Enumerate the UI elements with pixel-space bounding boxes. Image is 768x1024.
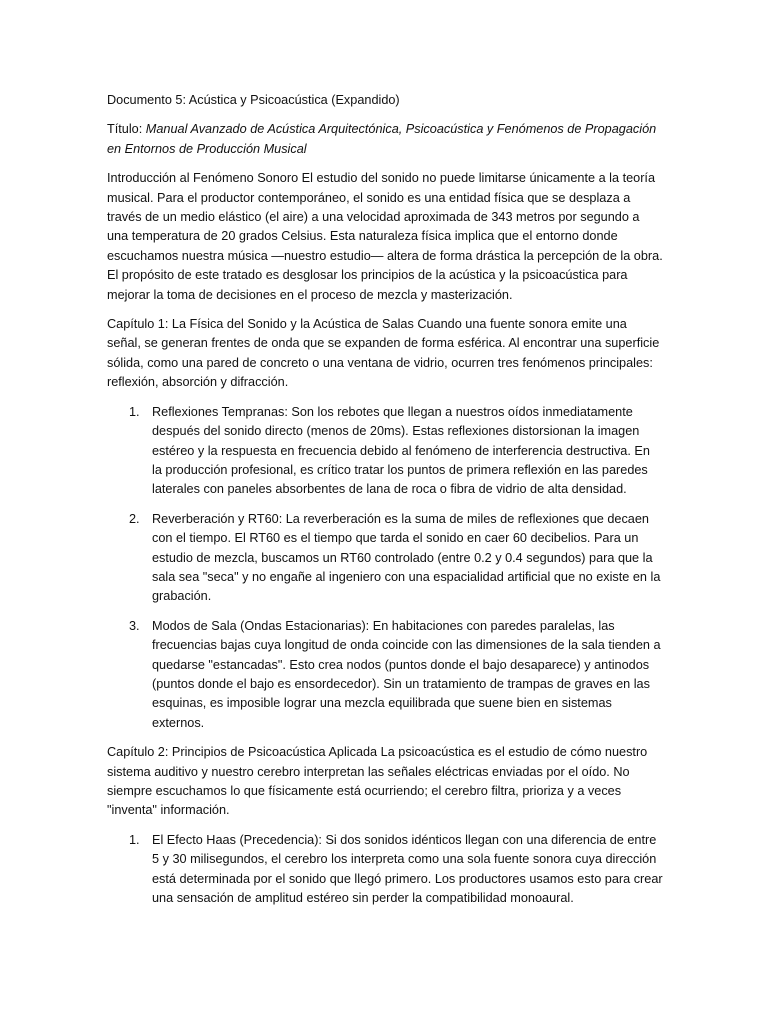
list-item-text: Reverberación y RT60: La reverberación es la suma de miles de reflexiones que decaen con el tiempo. El RT60 es el tiempo que tarda el sonido en caer 60 decibelios. Para un estudio de mezcla, buscamos un RT60 controlado (entre 0.2 y 0.4 segundos) para que la sala sea "seca" y no engañe al ingeniero con una espacialidad artificial que no existe en la grabación. <box>152 511 661 604</box>
chapter-1-list <box>107 403 663 734</box>
list-item <box>107 403 663 500</box>
list-item-number: 1. <box>129 404 140 419</box>
title-label: Título: <box>107 122 143 137</box>
intro-paragraph: Introducción al Fenómeno Sonoro El estudio del sonido no puede limitarse únicamente a la teoría musical. Para el productor contemporáneo, el sonido es una entidad física que se desplaza a través de un medio elástico (el aire) a una velocidad aproximada de 343 metros por segundo a una temperatura de 20 grados Celsius. Esta naturaleza física implica que el entorno donde escuchamos nuestra música —nuestro estudio— altera de forma drástica la percepción de la obra. El propósito de este tratado es desglosar los principios de la acústica y la psicoacústica para mejorar la toma de decisiones en el proceso de mezcla y masterización. <box>107 171 663 302</box>
list-item-number: 1. <box>129 832 140 847</box>
list-item <box>107 831 663 909</box>
list-item <box>107 617 663 733</box>
list-item-text: Modos de Sala (Ondas Estacionarias): En habitaciones con paredes paralelas, las frecuencias bajas cuya longitud de onda coincide con las dimensiones de la sala tienden a quedarse "estancadas". Esto crea nodos (puntos donde el bajo desaparece) y antinodos (puntos donde el bajo es ensordecedor). Sin un tratamiento de trampas de graves en las esquinas, es imposible lograr una mezcla equilibrada que suene bien en sistemas externos. <box>152 618 661 730</box>
document-page <box>107 91 663 918</box>
list-item-number: 3. <box>129 618 140 633</box>
list-item-text: El Efecto Haas (Precedencia): Si dos sonidos idénticos llegan con una diferencia de entre 5 y 30 milisegundos, el cerebro los interpreta como una sola fuente sonora cuya dirección está determinada por el sonido que llegó primero. Los productores usamos esto para crear una sensación de amplitud estéreo sin perder la compatibilidad monoaural. <box>152 832 663 906</box>
title-text: Manual Avanzado de Acústica Arquitectónica, Psicoacústica y Fenómenos de Propagación en Entornos de Producción Musical <box>107 122 657 156</box>
list-item-number: 2. <box>129 511 140 526</box>
list-item-text: Reflexiones Tempranas: Son los rebotes que llegan a nuestros oídos inmediatamente después del sonido directo (menos de 20ms). Estas reflexiones distorsionan la imagen estéreo y la respuesta en frecuencia debido al fenómeno de interferencia destructiva. En la producción profesional, es crítico tratar los puntos de primera reflexión en las paredes laterales con paneles absorbentes de lana de roca o fibra de vidrio de alta densidad. <box>152 404 650 497</box>
document-title <box>107 120 663 159</box>
document-heading: Documento 5: Acústica y Psicoacústica (Expandido) <box>107 93 400 107</box>
chapter-2-list <box>107 831 663 909</box>
chapter-1-paragraph: Capítulo 1: La Física del Sonido y la Acústica de Salas Cuando una fuente sonora emite una señal, se generan frentes de onda que se expanden de forma esférica. Al encontrar una superficie sólida, como una pared de concreto o una ventana de vidrio, ocurren tres fenómenos principales: reflexión, absorción y difracción. <box>107 317 660 390</box>
list-item <box>107 510 663 607</box>
chapter-2-paragraph: Capítulo 2: Principios de Psicoacústica Aplicada La psicoacústica es el estudio de cómo nuestro sistema auditivo y nuestro cerebro interpretan las señales eléctricas enviadas por el oído. No siempre escuchamos lo que físicamente está ocurriendo; el cerebro filtra, prioriza y a veces "inventa" información. <box>107 745 648 818</box>
